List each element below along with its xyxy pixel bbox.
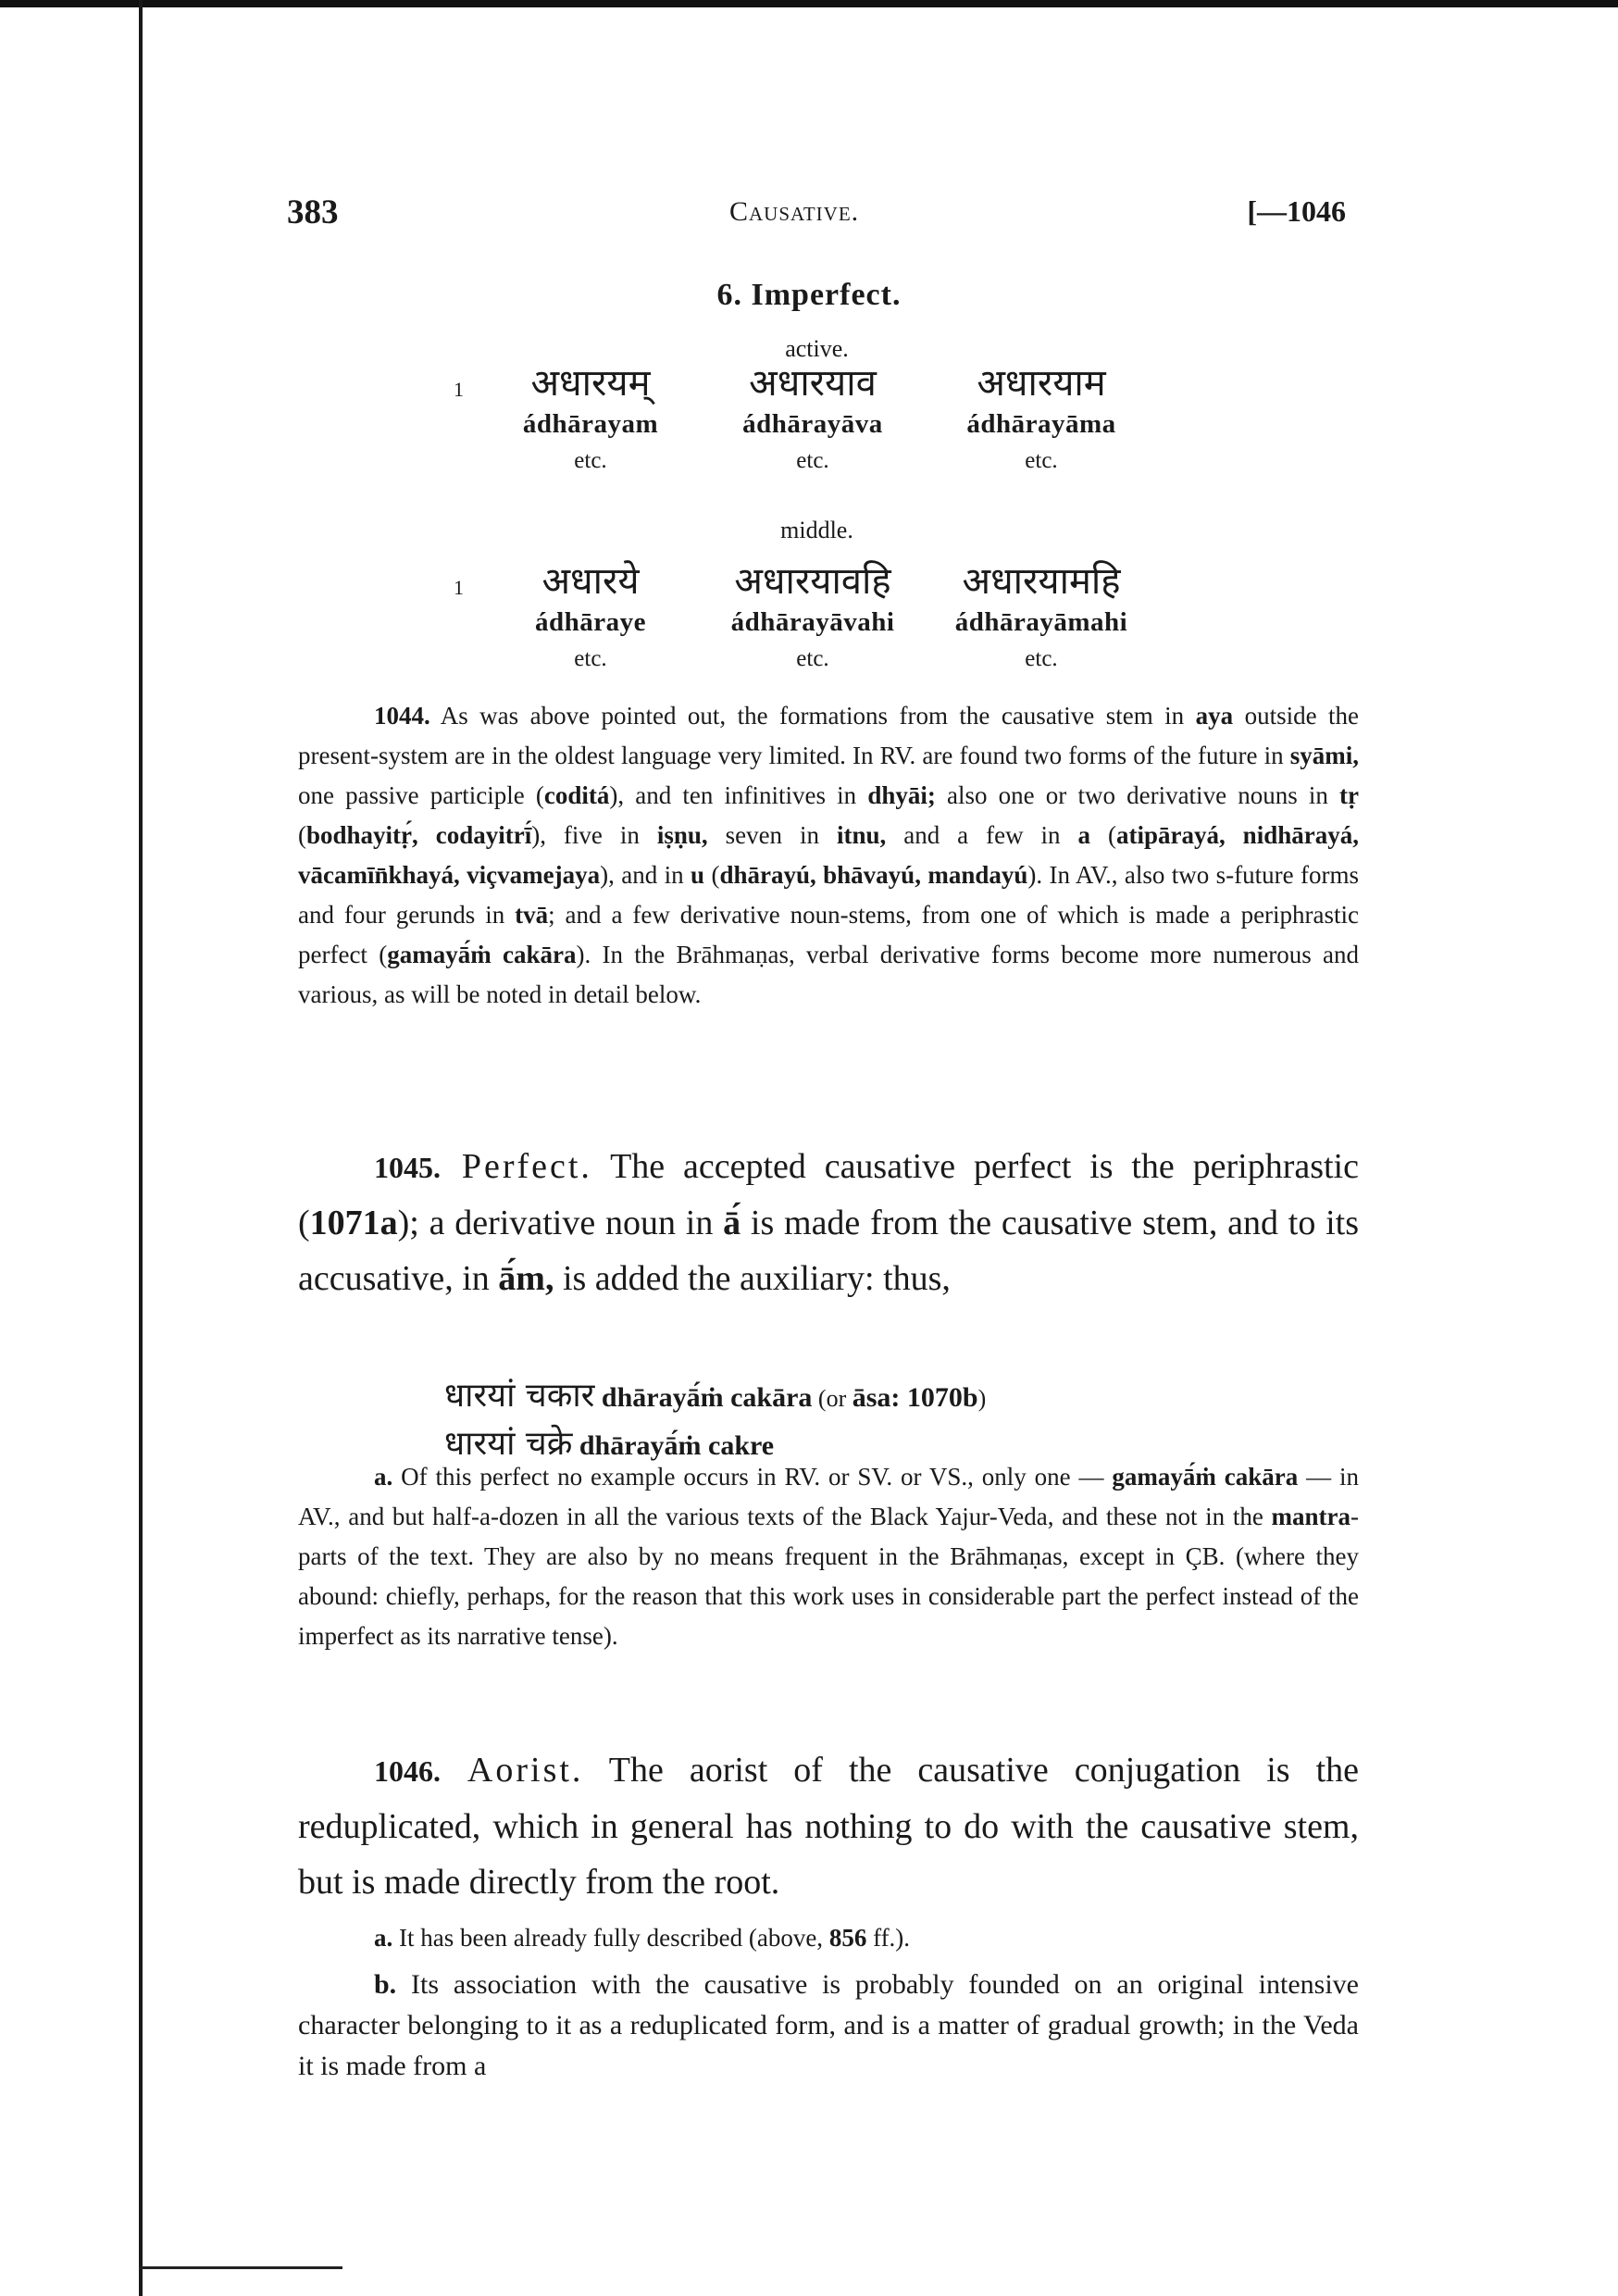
- scan-mark-bottom: [139, 2266, 342, 2269]
- text-run: and a few in: [886, 821, 1078, 849]
- paradigm-cell: [692, 559, 933, 678]
- page-header: [287, 193, 1351, 239]
- example-transliteration: dhārayā́ṁ cakāra: [601, 1382, 813, 1413]
- active-voice-label: active.: [785, 335, 849, 362]
- paradigm-cell: [470, 559, 711, 678]
- paragraph-1046: [298, 1742, 1359, 1910]
- transliteration: ádhārayāma: [966, 409, 1116, 439]
- subsection-label: b.: [374, 1969, 397, 2000]
- text-run: is made from the causative stem, and to its accusative, in: [298, 1204, 1360, 1298]
- subsection-label: a.: [374, 1924, 393, 1952]
- text-run: ), and in: [600, 861, 691, 889]
- text-run: (or: [812, 1385, 853, 1412]
- text-run: (: [1090, 821, 1116, 849]
- scan-border-top: [0, 0, 1618, 7]
- running-title: Causative.: [729, 196, 860, 227]
- transliteration: ádhārayāmahi: [954, 607, 1128, 637]
- text-run: ). In AV., also two s-future forms and four gerunds in: [298, 861, 1359, 929]
- paragraph-1046b: [298, 1965, 1359, 2087]
- text-run: Of this perfect no example occurs in RV. or SV. or VS., only one —: [392, 1463, 1113, 1491]
- text-run: ): [977, 1385, 987, 1412]
- subsection-label: a.: [374, 1463, 393, 1491]
- text-run: one passive participle (: [298, 781, 544, 809]
- section-number: 1046.: [374, 1754, 441, 1788]
- bold-term: tvā: [515, 901, 549, 929]
- transliteration: ádhāraye: [535, 607, 646, 637]
- example-line: [444, 1376, 986, 1419]
- text-run: ; and a few derivative noun-stems, from one of which is made a periphrastic perfect (: [298, 901, 1360, 968]
- devanagari-form: अधारये: [541, 560, 640, 603]
- text-run: ). In the Brāhmaṇas, verbal derivative forms become more numerous and various, as will be noted in detail below.: [298, 941, 1359, 1008]
- text-run: is added the auxiliary: thus,: [554, 1259, 951, 1298]
- section-number: 1044.: [374, 702, 430, 730]
- paradigm-cell: [921, 361, 1162, 480]
- etc-label: etc.: [796, 448, 829, 473]
- etc-label: etc.: [1025, 448, 1058, 473]
- text-run: also one or two derivative nouns in: [935, 781, 1340, 809]
- bold-term: atipārayá, nidhārayá, vācamīn̄khayá, viçvamejaya: [298, 821, 1359, 889]
- section-number: 1045.: [374, 1151, 441, 1184]
- text-run: ), five in: [531, 821, 657, 849]
- transliteration: ádhārayam: [522, 409, 659, 439]
- devanagari-form: अधारयाम: [977, 362, 1106, 405]
- bold-term: bodhayitṛ́, codayitrī́: [306, 821, 532, 849]
- bold-term: āsa: 1070b: [852, 1382, 978, 1413]
- bold-term: itnu,: [836, 821, 887, 849]
- text-run: Its association with the causative is probably founded on an original intensive character belonging to it as a reduplicated form, and is a matter of gradual growth; in the Veda it is made from a: [298, 1969, 1359, 2081]
- bold-term: dhyāi;: [867, 781, 936, 809]
- etc-label: etc.: [574, 448, 607, 473]
- page-number: 383: [287, 193, 339, 231]
- text-run: The accepted causative perfect is the periphrastic (: [298, 1147, 1359, 1242]
- bold-term: gamayā́ṁ cakāra: [387, 941, 577, 968]
- bold-term: 856: [828, 1924, 867, 1952]
- text-run: -parts of the text. They are also by no means frequent in the Brāhmaṇas, except in ÇB. (where they abound: chiefly, perhaps, for the reason that this work uses in considerable part the perfect instead of the imperfect as its narrative tense).: [298, 1503, 1359, 1650]
- text-run: outside the present-system are in the oldest language very limited. In RV. are found two forms of the future in: [298, 702, 1359, 769]
- paradigm-cell: [692, 361, 933, 480]
- text-run: (: [298, 821, 306, 849]
- section-heading: Aorist.: [441, 1751, 584, 1790]
- devanagari-example: धारयां चक्रे: [444, 1425, 573, 1463]
- etc-label: etc.: [574, 646, 607, 671]
- text-run: ), and ten infinitives in: [609, 781, 868, 809]
- devanagari-form: अधारयाव: [749, 362, 877, 405]
- bold-term: u: [691, 861, 705, 889]
- bold-term: coditá: [543, 781, 610, 809]
- paradigm-cell: [921, 559, 1162, 678]
- devanagari-example: धारयां चकार: [444, 1377, 595, 1415]
- transliteration: ádhārayāvahi: [730, 607, 895, 637]
- paragraph-1045a: [298, 1457, 1359, 1656]
- bold-term: mantra: [1271, 1503, 1350, 1530]
- bold-term: ā́: [723, 1204, 741, 1242]
- text-run: As was above pointed out, the formations from the causative stem in: [429, 702, 1196, 730]
- section-heading: Perfect.: [441, 1147, 592, 1186]
- text-run: — in AV., and but half-a-dozen in all the various texts of the Black Yajur-Veda, and these not in the: [298, 1463, 1359, 1530]
- bold-term: tṛ: [1339, 781, 1359, 809]
- devanagari-form: अधारयम्: [530, 362, 651, 405]
- devanagari-form: अधारयामहि: [962, 560, 1121, 603]
- bold-term: gamayā́ṁ cakāra: [1112, 1463, 1299, 1491]
- etc-label: etc.: [796, 646, 829, 671]
- text-run: The aorist of the causative conjugation is the reduplicated, which in general has nothing to do with the causative stem, but is made directly from the root.: [298, 1751, 1359, 1902]
- bold-term: iṣṇu,: [656, 821, 708, 849]
- section-reference: [—1046: [1247, 194, 1346, 228]
- paragraph-1046a: [298, 1918, 1359, 1958]
- paradigm-title: 6. Imperfect.: [716, 278, 902, 312]
- devanagari-form: अधारयावहि: [734, 560, 891, 603]
- bold-term: 1071a: [309, 1204, 398, 1242]
- person-number: 1: [454, 378, 464, 401]
- bold-term: aya: [1195, 702, 1234, 730]
- bold-term: dhārayú, bhāvayú, mandayú: [719, 861, 1028, 889]
- text-run: ); a derivative noun in: [397, 1204, 724, 1242]
- text-run: ff.).: [866, 1924, 911, 1952]
- text-run: (: [704, 861, 720, 889]
- text-run: It has been already fully described (above,: [392, 1924, 829, 1952]
- middle-voice-label: middle.: [780, 517, 853, 543]
- paradigm-cell: [470, 361, 711, 480]
- text-run: seven in: [707, 821, 837, 849]
- etc-label: etc.: [1025, 646, 1058, 671]
- bold-term: a: [1077, 821, 1091, 849]
- paragraph-1044: [298, 696, 1359, 1015]
- bold-term: syāmi,: [1289, 742, 1359, 769]
- paragraph-1045: [298, 1139, 1359, 1306]
- person-number: 1: [454, 576, 464, 599]
- example-transliteration: dhārayā́ṁ cakre: [579, 1430, 775, 1461]
- transliteration: ádhārayāva: [742, 409, 883, 439]
- bold-term: ā́m,: [498, 1259, 554, 1298]
